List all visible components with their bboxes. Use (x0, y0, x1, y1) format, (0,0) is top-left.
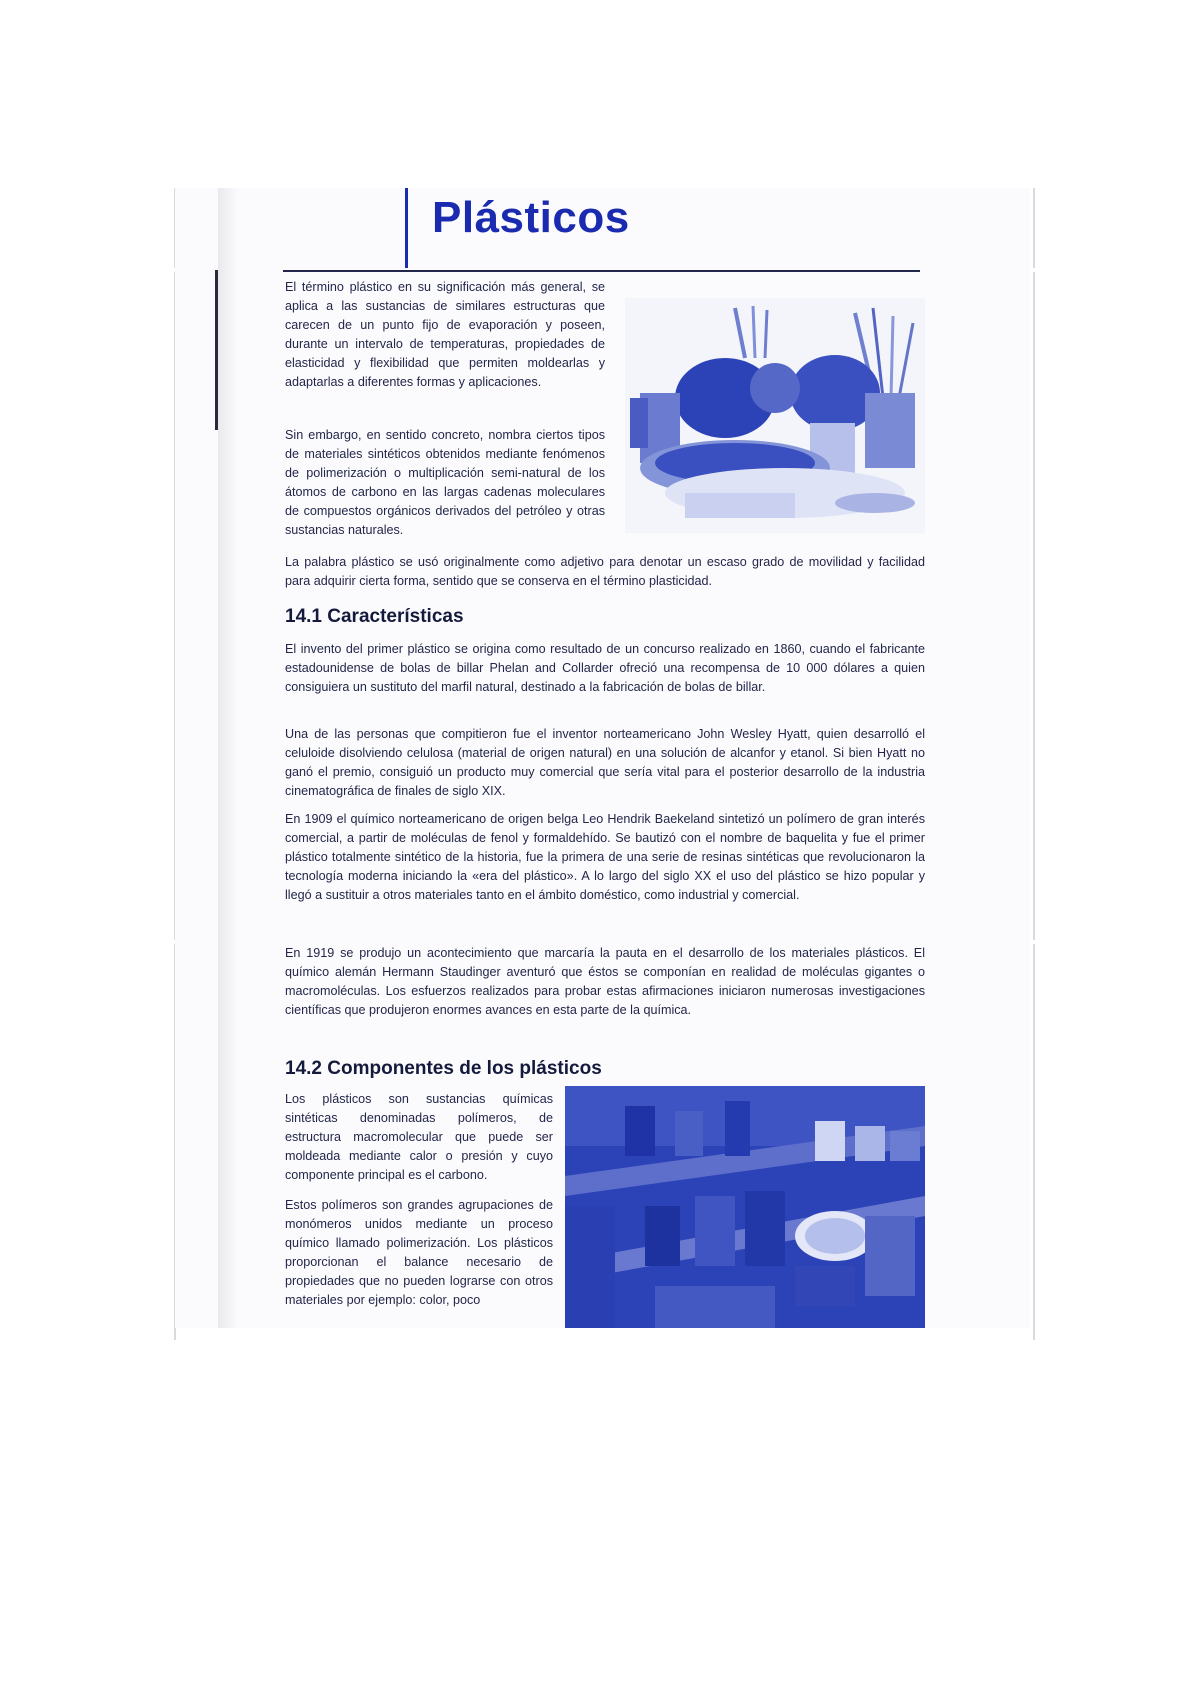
section1-paragraph-2: Una de las personas que compitieron fue el inventor norteamericano John Wesley Hyatt, quien desarrolló el celuloide disolviendo celulosa (material de origen natural) en una solución de alcanfor y etanol. Si bien Hyatt no ganó el premio, consiguió un producto muy comercial que sería vital para el posterior desarrollo de la industria cinematográfica de finales de siglo XIX. (285, 727, 925, 798)
title-accent-bar (405, 188, 408, 268)
plastic-tableware-photo (625, 298, 925, 533)
section-heading-caracteristicas: 14.1 Características (285, 606, 464, 627)
section2-paragraph-2: Estos polímeros son grandes agrupaciones de monómeros unidos mediante un proceso químico llamado polimerización. Los plásticos proporcionan el balance necesario de propiedades que no pueden lograrse con otros materiales por ejemplo: color, poco (285, 1198, 553, 1307)
intro-paragraph-3: La palabra plástico se usó originalmente como adjetivo para denotar un escaso grado de movilidad y facilidad para adquirir cierta forma, sentido que se conserva en el término plasticidad. (285, 555, 925, 588)
intro-paragraph-2: Sin embargo, en sentido concreto, nombra ciertos tipos de materiales sintéticos obtenidos mediante fenómenos de polimerización o multiplicación semi-natural de los átomos de carbono en las largas cadenas moleculares de compuestos orgánicos derivados del petróleo y otras sustancias naturales. (285, 428, 605, 537)
plastic-products-shelf-photo (565, 1086, 925, 1328)
section1-paragraph-3: En 1909 el químico norteamericano de origen belga Leo Hendrik Baekeland sintetizó un polímero de gran interés comercial, a partir de moléculas de fenol y formaldehído. Se bautizó con el nombre de baquelita y fue el primer plástico totalmente sintético de la historia, fue la primera de una serie de resinas sintéticas que revolucionaron la tecnología moderna iniciando la «era del plástico». A lo largo del siglo XX el uso del plástico se hizo popular y llegó a sustituir a otros materiales tanto en el ámbito doméstico, como industrial y comercial. (285, 812, 925, 902)
page-gutter-shadow (218, 188, 238, 1328)
page-title: Plásticos (432, 193, 630, 242)
margin-mark (215, 270, 218, 430)
intro-paragraph-1: El término plástico en su significación más general, se aplica a las sustancias de similares estructuras que carecen de un punto fijo de evaporación y poseen, durante un intervalo de temperaturas, propiedades de elasticidad y flexibilidad que permiten moldearlas y adaptarlas a diferentes formas y aplicaciones. (285, 280, 605, 389)
document-page (175, 188, 1030, 1328)
section1-paragraph-4: En 1919 se produjo un acontecimiento que marcaría la pauta en el desarrollo de los materiales plásticos. El químico alemán Hermann Staudinger aventuró que éstos se componían en realidad de moléculas gigantes o macromoléculas. Los esfuerzos realizados para probar estas afirmaciones iniciaron numerosas investigaciones científicas que produjeron enormes avances en esta parte de la química. (285, 946, 925, 1017)
section2-paragraph-1: Los plásticos son sustancias químicas sintéticas denominadas polímeros, de estructura macromolecular que puede ser moldeada mediante calor o presión y cuyo componente principal es el carbono. (285, 1092, 553, 1182)
section-heading-componentes: 14.2 Componentes de los plásticos (285, 1058, 602, 1079)
title-rule (283, 270, 920, 272)
section1-paragraph-1: El invento del primer plástico se origina como resultado de un concurso realizado en 1860, cuando el fabricante estadounidense de bolas de billar Phelan and Collarder ofreció una recompensa de 10 000 dólares a quien consiguiera un sustituto del marfil natural, destinado a la fabricación de bolas de billar. (285, 642, 925, 694)
